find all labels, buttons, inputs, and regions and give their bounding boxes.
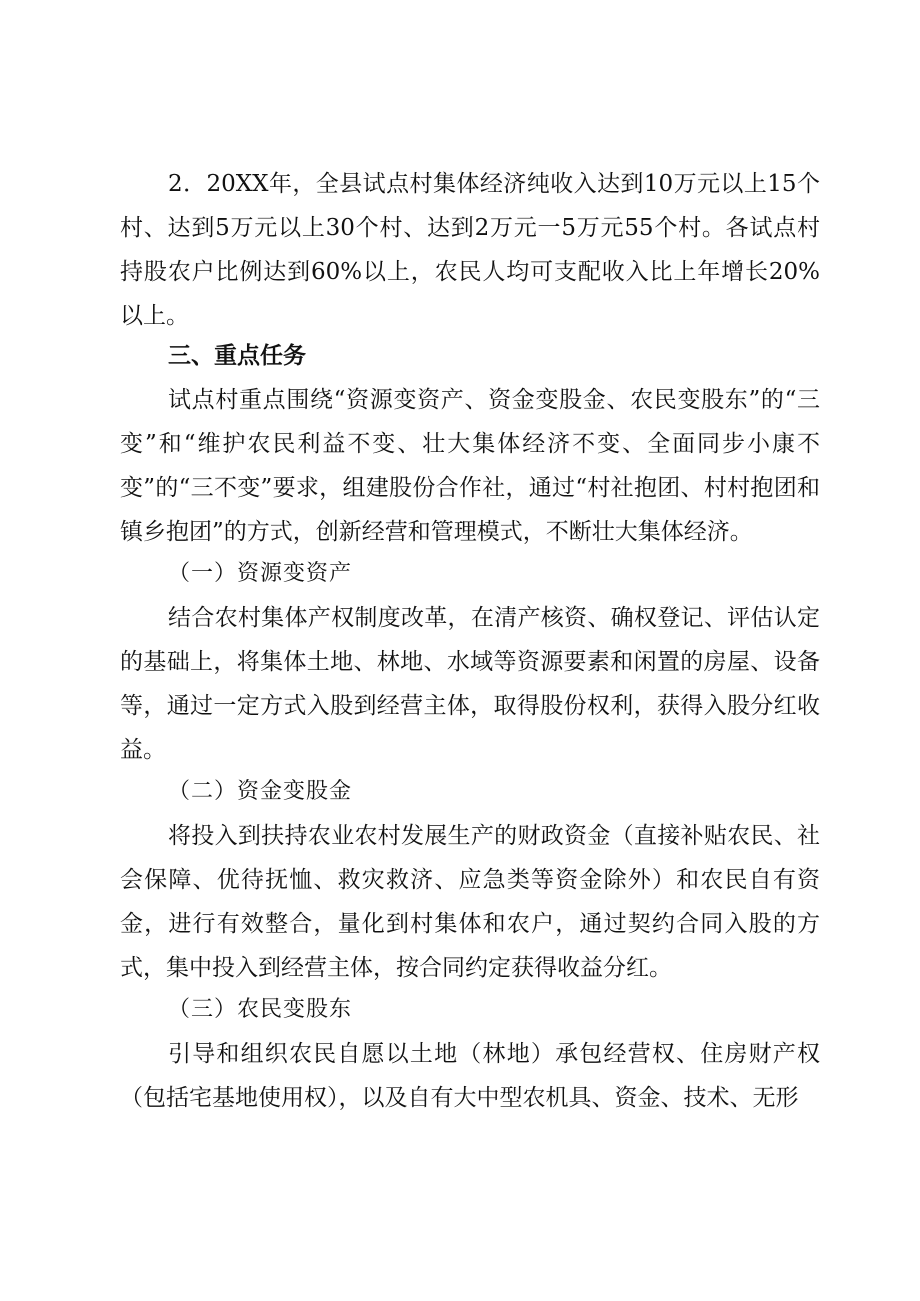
paragraph-goal-2 [120,162,820,338]
subsection-1-body [120,596,820,772]
subsection-1-title: （一）资源变资产 [168,561,353,586]
subsection-2-title: （二）资金变股金 [168,779,353,804]
paragraph-intro [120,378,820,554]
section-heading: 三、重点任务 [168,343,306,369]
subsection-3-body [120,1032,820,1120]
paragraph-text: 引导和组织农民自愿以土地（林地）承包经营权、住房财产权（包括宅基地使用权），以及自有大中型农机具、资金、技术、无形 [120,1041,820,1111]
paragraph-text: 试点村重点围绕“资源变资产、资金变股金、农民变股东”的“三变”和“维护农民利益不变、壮大集体经济不变、全面同步小康不变”的“三不变”要求，组建股份合作社，通过“村社抱团、村村抱团和镇乡抱团”的方式，创新经营和管理模式，不断壮大集体经济。 [120,387,820,545]
subsection-3-title: （三）农民变股东 [168,997,353,1022]
subsection-2-body [120,814,820,990]
paragraph-text: 2．20XX年，全县试点村集体经济纯收入达到10万元以上15个村、达到5万元以上30个村、达到2万元一5万元55个村。各试点村持股农户比例达到60%以上，农民人均可支配收入比上年增长20%以上。 [120,171,820,329]
paragraph-text: 将投入到扶持农业农村发展生产的财政资金（直接补贴农民、社会保障、优待抚恤、救灾救济、应急类等资金除外）和农民自有资金，进行有效整合，量化到村集体和农户，通过契约合同入股的方式，集中投入到经营主体，按合同约定获得收益分红。 [120,823,820,981]
paragraph-text: 结合农村集体产权制度改革，在清产核资、确权登记、评估认定的基础上，将集体土地、林地、水域等资源要素和闲置的房屋、设备等，通过一定方式入股到经营主体，取得股份权利，获得入股分红收益。 [120,605,820,763]
